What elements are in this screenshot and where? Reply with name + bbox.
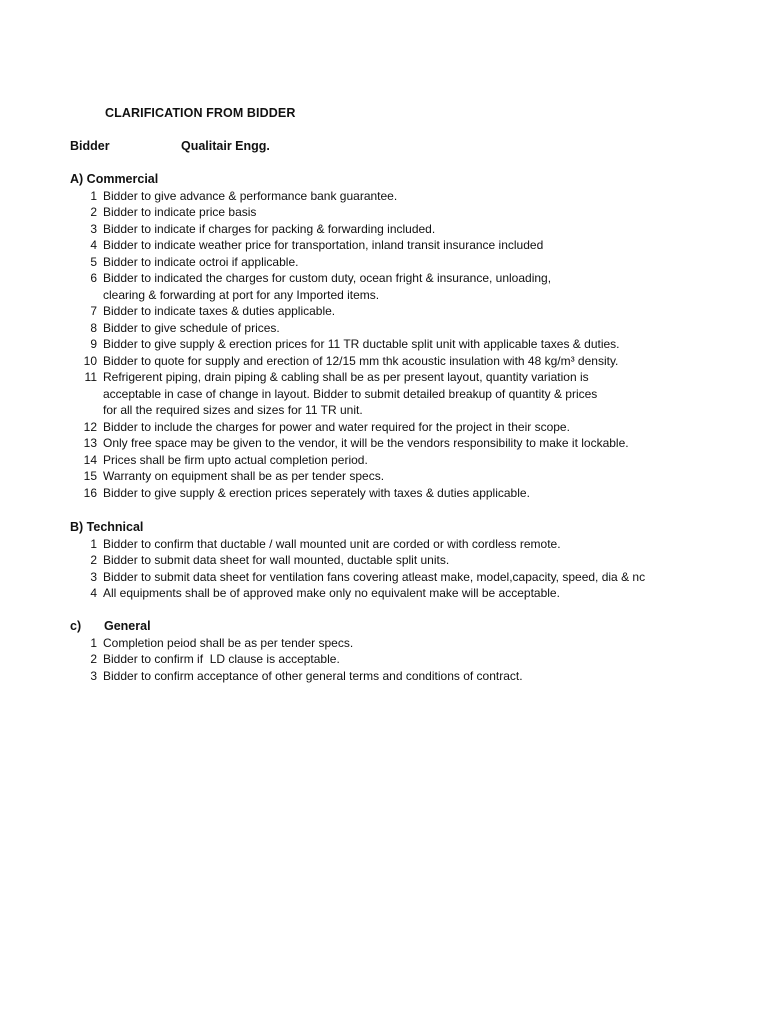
section-technical	[70, 519, 670, 602]
item-number: 1	[90, 188, 97, 203]
commercial-item-list	[70, 188, 670, 502]
list-item	[70, 254, 670, 271]
item-text	[97, 353, 670, 370]
list-item	[70, 353, 670, 370]
bidder-label: Bidder	[70, 139, 110, 153]
item-number: 11	[84, 370, 97, 384]
list-item	[70, 651, 670, 668]
list-item	[70, 237, 670, 254]
item-number: 15	[83, 469, 97, 483]
item-line: Bidder to include the charges for power and water required for the project in their scope.	[103, 419, 570, 434]
list-item	[70, 569, 670, 586]
item-line: Bidder to indicate octroi if applicable.	[103, 254, 299, 269]
item-number: 16	[83, 485, 97, 500]
item-number: 6	[90, 271, 97, 285]
item-text	[97, 237, 670, 254]
item-text	[97, 452, 670, 469]
item-text	[97, 336, 670, 353]
item-number: 3	[90, 221, 97, 236]
list-item	[70, 419, 670, 436]
list-item	[70, 270, 670, 303]
section-heading-general	[70, 618, 670, 635]
item-number: 3	[90, 668, 97, 683]
item-line: Bidder to give supply & erection prices seperately with taxes & duties applicable.	[103, 485, 530, 500]
item-number: 10	[83, 353, 97, 368]
item-number: 4	[90, 586, 97, 600]
item-line: Bidder to submit data sheet for wall mounted, ductable split units.	[103, 553, 450, 567]
section-heading-commercial: A) Commercial	[70, 172, 159, 186]
list-item	[70, 485, 670, 502]
item-line: Bidder to confirm that ductable / wall mounted unit are corded or with cordless remote.	[103, 536, 561, 551]
item-line: Bidder to indicate weather price for transportation, inland transit insurance included	[103, 238, 544, 252]
item-line: Bidder to submit data sheet for ventilation fans covering atleast make, model,capacity, speed, dia & nc	[103, 569, 646, 584]
section-commercial	[70, 171, 670, 501]
item-line: Bidder to indicate price basis	[103, 205, 257, 219]
item-number: 7	[90, 304, 97, 318]
item-text	[97, 419, 670, 436]
list-item	[70, 536, 670, 553]
document-title: CLARIFICATION FROM BIDDER	[105, 106, 296, 120]
item-line: acceptable in case of change in layout. Bidder to submit detailed breakup of quantity & prices	[103, 386, 598, 401]
item-line: Bidder to indicate if charges for packing & forwarding included.	[103, 221, 436, 236]
item-number: 2	[90, 652, 97, 666]
item-number: 8	[90, 320, 97, 335]
list-item	[70, 552, 670, 569]
item-text	[97, 569, 670, 586]
list-item	[70, 204, 670, 221]
item-text	[97, 635, 670, 652]
item-line: Bidder to confirm acceptance of other general terms and conditions of contract.	[103, 668, 523, 683]
item-line: Warranty on equipment shall be as per tender specs.	[103, 469, 385, 483]
section-general	[70, 618, 670, 684]
item-text	[97, 668, 670, 685]
item-text	[97, 254, 670, 271]
item-line: Bidder to give supply & erection prices for 11 TR ductable split unit with applicable taxes & duties.	[103, 337, 620, 351]
item-text	[97, 188, 670, 205]
item-text	[97, 651, 670, 668]
item-text	[97, 536, 670, 553]
item-text	[97, 585, 670, 602]
item-line: Prices shall be firm upto actual completion period.	[103, 452, 368, 467]
list-item	[70, 668, 670, 685]
item-text	[97, 204, 670, 221]
item-number: 13	[83, 436, 97, 450]
item-line: Bidder to indicate taxes & duties applicable.	[103, 304, 336, 318]
bidder-name: Qualitair Engg.	[181, 139, 270, 153]
list-item	[70, 221, 670, 238]
item-line: Bidder to give advance & performance bank guarantee.	[103, 188, 398, 203]
item-number: 12	[83, 419, 97, 434]
item-text	[97, 435, 670, 452]
item-line: Bidder to quote for supply and erection of 12/15 mm thk acoustic insulation with 48 kg/m³ density.	[103, 353, 619, 368]
list-item	[70, 320, 670, 337]
list-item	[70, 468, 670, 485]
list-item	[70, 188, 670, 205]
item-text	[97, 552, 670, 569]
item-line: Bidder to confirm if LD clause is acceptable.	[103, 652, 340, 666]
item-number: 9	[90, 337, 97, 351]
item-text	[97, 303, 670, 320]
list-item	[70, 452, 670, 469]
item-line: Completion peiod shall be as per tender specs.	[103, 635, 354, 650]
item-number: 4	[90, 238, 97, 252]
item-text	[97, 320, 670, 337]
item-number: 5	[90, 254, 97, 269]
item-line: All equipments shall be of approved make only no equivalent make will be acceptable.	[103, 586, 560, 600]
list-item	[70, 303, 670, 320]
technical-item-list	[70, 536, 670, 602]
item-text	[97, 369, 670, 419]
section-title-general: General	[104, 619, 151, 633]
item-line: Bidder to indicated the charges for custom duty, ocean fright & insurance, unloading,	[103, 271, 552, 285]
item-text	[97, 270, 670, 303]
item-number: 2	[90, 205, 97, 219]
list-item	[70, 435, 670, 452]
item-number: 1	[90, 635, 97, 650]
item-text	[97, 485, 670, 502]
item-number: 3	[90, 569, 97, 584]
item-text	[97, 468, 670, 485]
item-number: 1	[90, 536, 97, 551]
section-heading-technical: B) Technical	[70, 520, 144, 534]
list-item	[70, 635, 670, 652]
item-line: for all the required sizes and sizes for 11 TR unit.	[103, 403, 363, 417]
item-number: 14	[83, 452, 97, 467]
general-item-list	[70, 635, 670, 685]
item-line: Refrigerent piping, drain piping & cabling shall be as per present layout, quantity variation is	[103, 370, 589, 384]
section-prefix-general: c)	[70, 619, 82, 633]
list-item	[70, 336, 670, 353]
item-line: Only free space may be given to the vendor, it will be the vendors responsibility to make it lockable.	[103, 436, 629, 450]
item-line: Bidder to give schedule of prices.	[103, 320, 280, 335]
item-line: clearing & forwarding at port for any Imported items.	[103, 287, 380, 302]
list-item	[70, 585, 670, 602]
item-text	[97, 221, 670, 238]
item-number: 2	[90, 553, 97, 567]
list-item	[70, 369, 670, 419]
